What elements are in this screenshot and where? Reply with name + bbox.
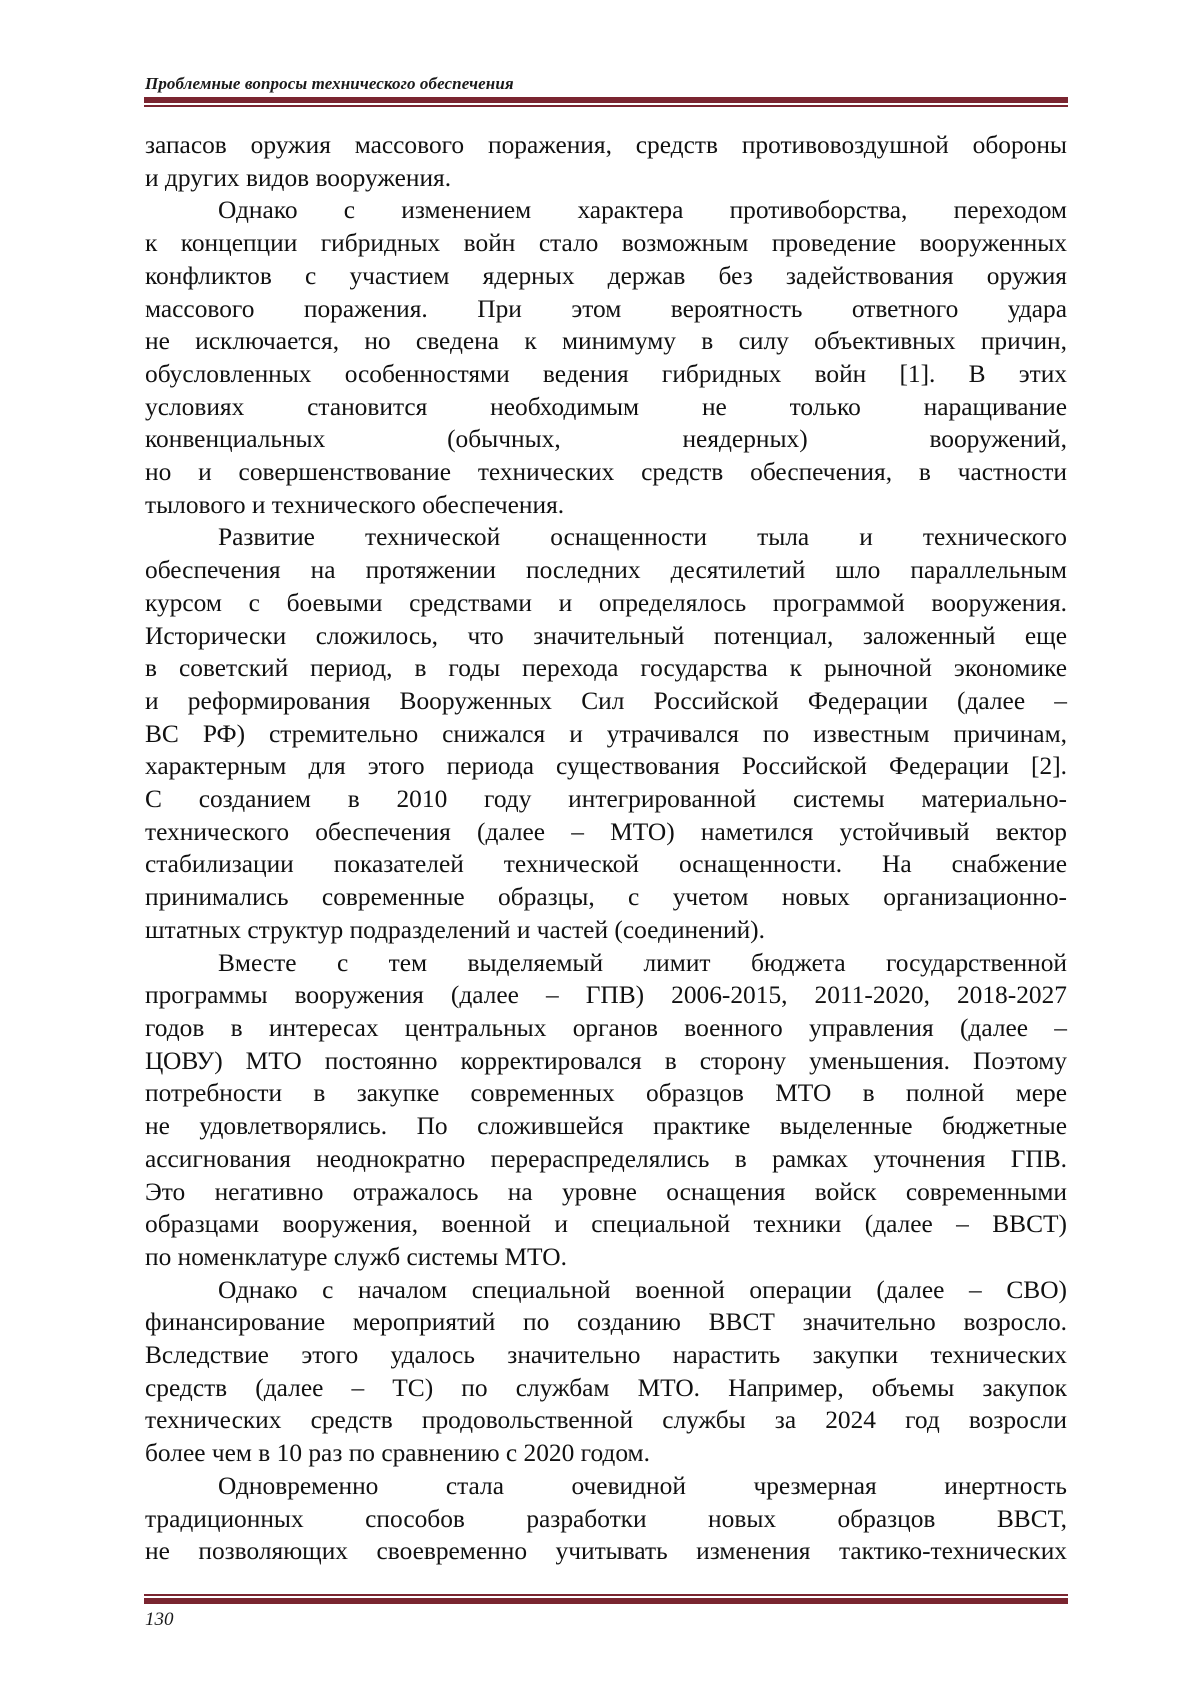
text-line: в советский период, в годы перехода государства к рыночной экономике bbox=[145, 654, 1067, 683]
text-line: условиях становится необходимым не только наращивание bbox=[145, 392, 1067, 421]
text-line: характерным для этого периода существования Российской Федерации [2]. bbox=[145, 752, 1067, 781]
text-line: годов в интересах центральных органов военного управления (далее – bbox=[145, 1013, 1067, 1042]
text-line: ассигнования неоднократно перераспределялись в рамках уточнения ГПВ. bbox=[145, 1144, 1067, 1173]
header-rule bbox=[144, 97, 1068, 107]
text-line: средств (далее – ТС) по службам МТО. Например, объемы закупок bbox=[145, 1373, 1067, 1402]
text-line: Вследствие этого удалось значительно нарастить закупки технических bbox=[145, 1341, 1067, 1370]
text-line: Однако с началом специальной военной операции (далее – СВО) bbox=[218, 1275, 1067, 1304]
text-line: не удовлетворялись. По сложившейся практике выделенные бюджетные bbox=[145, 1112, 1067, 1141]
text-line: и других видов вооружения. bbox=[145, 163, 452, 192]
text-line: потребности в закупке современных образцов МТО в полной мере bbox=[145, 1079, 1067, 1108]
page-number: 130 bbox=[145, 1609, 174, 1630]
text-line: традиционных способов разработки новых образцов ВВСТ, bbox=[145, 1504, 1067, 1533]
text-line: Вместе с тем выделяемый лимит бюджета государственной bbox=[218, 948, 1067, 977]
text-line: обеспечения на протяжении последних десятилетий шло параллельным bbox=[145, 556, 1067, 585]
text-line: к концепции гибридных войн стало возможным проведение вооруженных bbox=[145, 229, 1067, 258]
text-line: Исторически сложилось, что значительный потенциал, заложенный еще bbox=[145, 621, 1067, 650]
text-line: не исключается, но сведена к минимуму в силу объективных причин, bbox=[145, 327, 1067, 356]
text-line: технических средств продовольственной службы за 2024 год возросли bbox=[145, 1406, 1067, 1435]
text-line: конвенциальных (обычных, неядерных) вооружений, bbox=[145, 425, 1067, 454]
text-line: финансирование мероприятий по созданию ВВСТ значительно возросло. bbox=[145, 1308, 1067, 1337]
text-line: штатных структур подразделений и частей (соединений). bbox=[145, 915, 765, 944]
text-line: С созданием в 2010 году интегрированной системы материально- bbox=[145, 785, 1067, 814]
text-line: Одновременно стала очевидной чрезмерная инертность bbox=[218, 1471, 1067, 1500]
text-line: курсом с боевыми средствами и определялось программой вооружения. bbox=[145, 588, 1067, 617]
text-line: ВС РФ) стремительно снижался и утрачивался по известным причинам, bbox=[145, 719, 1067, 748]
text-line: программы вооружения (далее – ГПВ) 2006-2015, 2011-2020, 2018-2027 bbox=[145, 981, 1067, 1010]
text-line: по номенклатуре служб системы МТО. bbox=[145, 1242, 567, 1271]
text-line: Развитие технической оснащенности тыла и технического bbox=[218, 523, 1067, 552]
text-line: образцами вооружения, военной и специальной техники (далее – ВВСТ) bbox=[145, 1210, 1067, 1239]
text-line: принимались современные образцы, с учетом новых организационно- bbox=[145, 883, 1067, 912]
text-line: Это негативно отражалось на уровне оснащения войск современными bbox=[145, 1177, 1067, 1206]
text-line: массового поражения. При этом вероятность ответного удара bbox=[145, 294, 1067, 323]
text-line: обусловленных особенностями ведения гибридных войн [1]. В этих bbox=[145, 359, 1067, 388]
text-line: стабилизации показателей технической оснащенности. На снабжение bbox=[145, 850, 1067, 879]
text-line: более чем в 10 раз по сравнению с 2020 годом. bbox=[145, 1439, 650, 1468]
text-line: и реформирования Вооруженных Сил Российской Федерации (далее – bbox=[145, 686, 1067, 715]
text-line: ЦОВУ) МТО постоянно корректировался в сторону уменьшения. Поэтому bbox=[145, 1046, 1067, 1075]
footer-rule bbox=[144, 1594, 1068, 1604]
text-line: Однако с изменением характера противоборства, переходом bbox=[218, 196, 1067, 225]
text-line: технического обеспечения (далее – МТО) наметился устойчивый вектор bbox=[145, 817, 1067, 846]
text-line: но и совершенствование технических средств обеспечения, в частности bbox=[145, 458, 1067, 487]
text-line: не позволяющих своевременно учитывать изменения тактико-технических bbox=[145, 1537, 1067, 1566]
running-header: Проблемные вопросы технического обеспечения bbox=[145, 74, 514, 93]
body-text bbox=[145, 129, 1067, 1568]
text-line: конфликтов с участием ядерных держав без задействования оружия bbox=[145, 261, 1067, 290]
text-line: тылового и технического обеспечения. bbox=[145, 490, 565, 519]
text-line: запасов оружия массового поражения, средств противовоздушной обороны bbox=[145, 131, 1067, 159]
